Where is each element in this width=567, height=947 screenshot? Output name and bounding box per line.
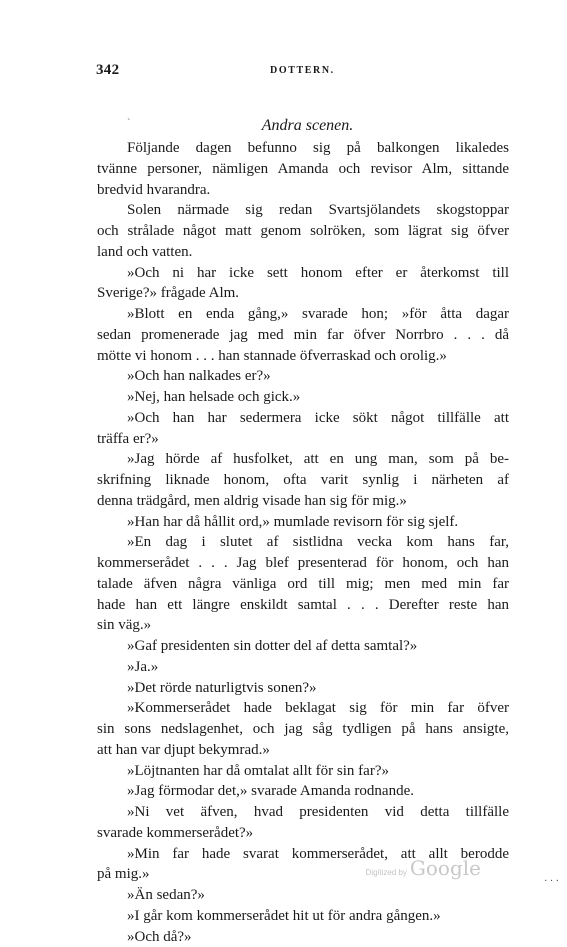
scene-title: Andra scenen. (0, 117, 567, 135)
text-line: »Kommerserådet hade beklagat sig för min far öfver (97, 698, 509, 719)
text-line: »Ni vet äfven, hvad presidenten vid detta tillfälle (97, 802, 509, 823)
text-line: »I går kom kommerserådet hit ut för andra gången.» (97, 906, 509, 927)
text-line: »Gaf presidenten sin dotter del af detta samtal?» (97, 636, 509, 657)
text-line: på mig.» (97, 864, 509, 885)
text-line: Sverige?» frågade Alm. (97, 283, 509, 304)
text-line: träffa er?» (97, 429, 509, 450)
page-number: 342 (96, 62, 119, 79)
corner-marks: · · · (544, 876, 559, 887)
text-line: »En dag i slutet af sistlidna vecka kom hans far, (97, 532, 509, 553)
text-line: »Jag förmodar det,» svarade Amanda rodnande. (97, 781, 509, 802)
text-line: land och vatten. (97, 242, 509, 263)
text-line: »Än sedan?» (97, 885, 509, 906)
stray-mark: ˋ (127, 118, 130, 129)
text-line: »Det rörde naturligtvis sonen?» (97, 678, 509, 699)
google-logo: Google (410, 856, 481, 880)
text-line: »Nej, han helsade och gick.» (97, 387, 509, 408)
text-line: skrifning liknade honom, ofta varit synlig i närheten af (97, 470, 509, 491)
text-line: Följande dagen befunno sig på balkongen likaledes (97, 138, 509, 159)
text-line: mötte vi honom . . . han stannade öfverraskad och orolig.» (97, 346, 509, 367)
text-line: sedan promenerade jag med min far öfver Norrbro . . . då (97, 325, 509, 346)
text-line: »Han har då hållit ord,» mumlade revisorn för sig sjelf. (97, 512, 509, 533)
text-line: svarade kommerserådet?» (97, 823, 509, 844)
text-line: sin väg.» (97, 615, 509, 636)
running-title: DOTTERN. (270, 65, 335, 76)
text-line: och strålade något matt genom solröken, som lägrat sig öfver (97, 221, 509, 242)
text-line: »Jag hörde af husfolket, att en ung man, som på be- (97, 449, 509, 470)
text-line: »Ja.» (97, 657, 509, 678)
text-line: »Blott en enda gång,» svarade hon; »för åtta dagar (97, 304, 509, 325)
running-header (96, 62, 508, 82)
text-line: »Och ni har icke sett honom efter er återkomst till (97, 263, 509, 284)
text-line: kommerserådet . . . Jag blef presenterad för honom, och han (97, 553, 509, 574)
watermark-caption: Digitized by (366, 868, 407, 877)
text-line: »Min far hade svarat kommerserådet, att allt berodde (97, 844, 509, 865)
text-line: »Löjtnanten har då omtalat allt för sin far?» (97, 761, 509, 782)
text-line: Solen närmade sig redan Svartsjölandets skogstoppar (97, 200, 509, 221)
text-line: »Och han nalkades er?» (97, 366, 509, 387)
text-line: hade han ett längre enskildt samtal . . . Derefter reste han (97, 595, 509, 616)
digitization-watermark (366, 856, 481, 880)
text-line: tvänne personer, nämligen Amanda och revisor Alm, sittande (97, 159, 509, 180)
text-line: denna trädgård, men aldrig visade han sig för mig.» (97, 491, 509, 512)
body-text (97, 138, 509, 947)
text-line: bredvid hvarandra. (97, 180, 509, 201)
text-line: »Och han har sedermera icke sökt något tillfälle att (97, 408, 509, 429)
text-line: att han var djupt bekymrad.» (97, 740, 509, 761)
text-line: »Och då?» (97, 927, 509, 947)
text-line: sin sons nedslagenhet, och jag såg tydligen på hans ansigte, (97, 719, 509, 740)
text-line: talade äfven några vänliga ord till mig; men med min far (97, 574, 509, 595)
